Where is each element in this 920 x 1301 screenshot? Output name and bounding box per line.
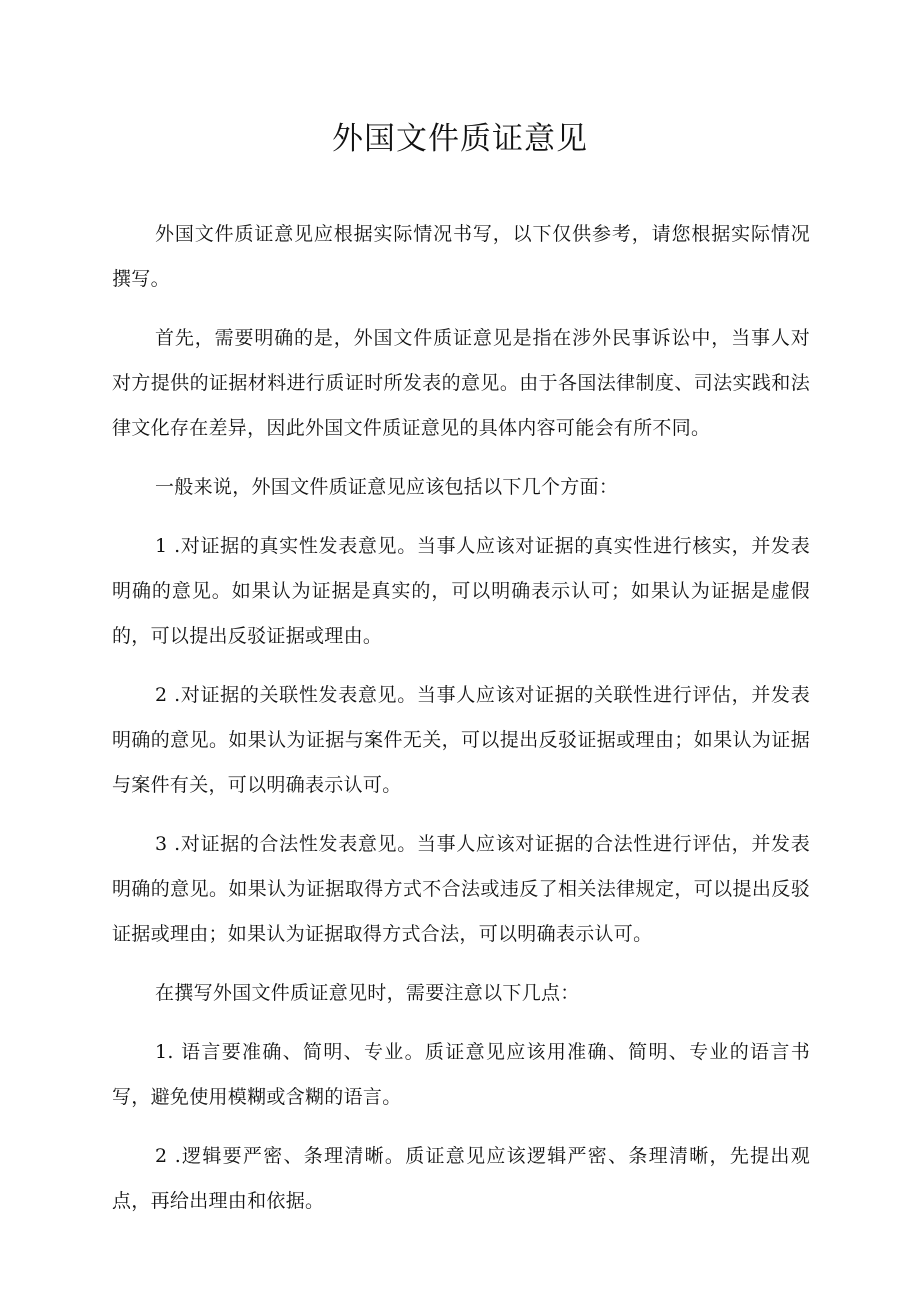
document-body <box>112 212 810 1238</box>
paragraph-point-legality: 3 .对证据的合法性发表意见。当事人应该对证据的合法性进行评估，并发表明确的意见。如果认为证据取得方式不合法或违反了相关法律规定，可以提出反驳证据或理由；如果认为证据取得方式合法，可以明确表示认可。 <box>112 833 810 945</box>
document-title: 外国文件质证意见 <box>332 121 588 157</box>
paragraph-note-logic: 2 .逻辑要严密、条理清晰。质证意见应该逻辑严密、条理清晰，先提出观点，再给出理由和依据。 <box>112 1145 810 1212</box>
paragraph-intro: 外国文件质证意见应根据实际情况书写，以下仅供参考，请您根据实际情况撰写。 <box>112 223 810 290</box>
paragraph-point-relevance: 2 .对证据的关联性发表意见。当事人应该对证据的关联性进行评估，并发表明确的意见。如果认为证据与案件无关，可以提出反驳证据或理由；如果认为证据与案件有关，可以明确表示认可。 <box>112 684 810 796</box>
paragraph-note-language: 1. 语言要准确、简明、专业。质证意见应该用准确、简明、专业的语言书写，避免使用模糊或含糊的语言。 <box>112 1041 810 1108</box>
paragraph-definition: 首先，需要明确的是，外国文件质证意见是指在涉外民事诉讼中，当事人对对方提供的证据材料进行质证时所发表的意见。由于各国法律制度、司法实践和法律文化存在差异，因此外国文件质证意见的具体内容可能会有所不同。 <box>112 327 810 439</box>
paragraph-overview: 一般来说，外国文件质证意见应该包括以下几个方面： <box>155 476 619 498</box>
paragraph-point-authenticity: 1 .对证据的真实性发表意见。当事人应该对证据的真实性进行核实，并发表明确的意见。如果认为证据是真实的，可以明确表示认可；如果认为证据是虚假的，可以提出反驳证据或理由。 <box>112 535 810 647</box>
paragraph-notes-intro: 在撰写外国文件质证意见时，需要注意以下几点： <box>155 982 580 1004</box>
